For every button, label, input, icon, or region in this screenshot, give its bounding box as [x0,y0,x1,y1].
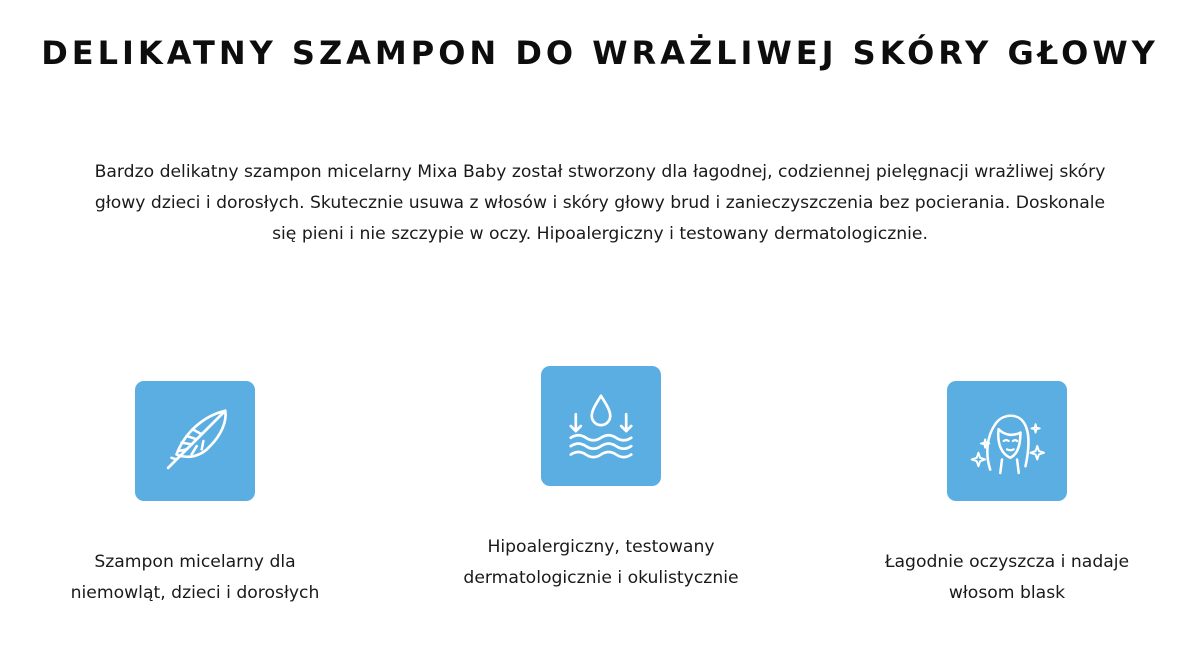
feature-caption: Łagodnie oczyszcza i nadaje włosom blask [884,552,1130,603]
feature-icon-box [947,381,1067,501]
feature-icon-box [135,381,255,501]
woman-face-sparkles-icon [965,399,1049,483]
water-drop-waves-icon [559,384,643,468]
feature-item [837,381,1177,609]
feature-item [431,366,771,594]
product-description: Bardzo delikatny szampon micelarny Mixa Baby został stworzony dla łagodnej, codziennej pielęgnacji wrażliwej skóry głowy dzieci i dorosłych. Skutecznie usuwa z włosów i skóry głowy brud i zanieczyszczenia bez pocierania. Doskonale się pieni i nie szczypie w oczy. Hipoalergiczny i testowany dermatologicznie. [94,162,1106,244]
page-title: DELIKATNY SZAMPON DO WRAŻLIWEJ SKÓRY GŁOWY [41,34,1159,72]
feature-icon-box [541,366,661,486]
feature-caption: Hipoalergiczny, testowany dermatologicznie i okulistycznie [463,537,739,588]
feature-caption: Szampon micelarny dla niemowląt, dzieci i dorosłych [70,552,320,603]
feature-item [25,381,365,609]
feather-icon [153,399,237,483]
